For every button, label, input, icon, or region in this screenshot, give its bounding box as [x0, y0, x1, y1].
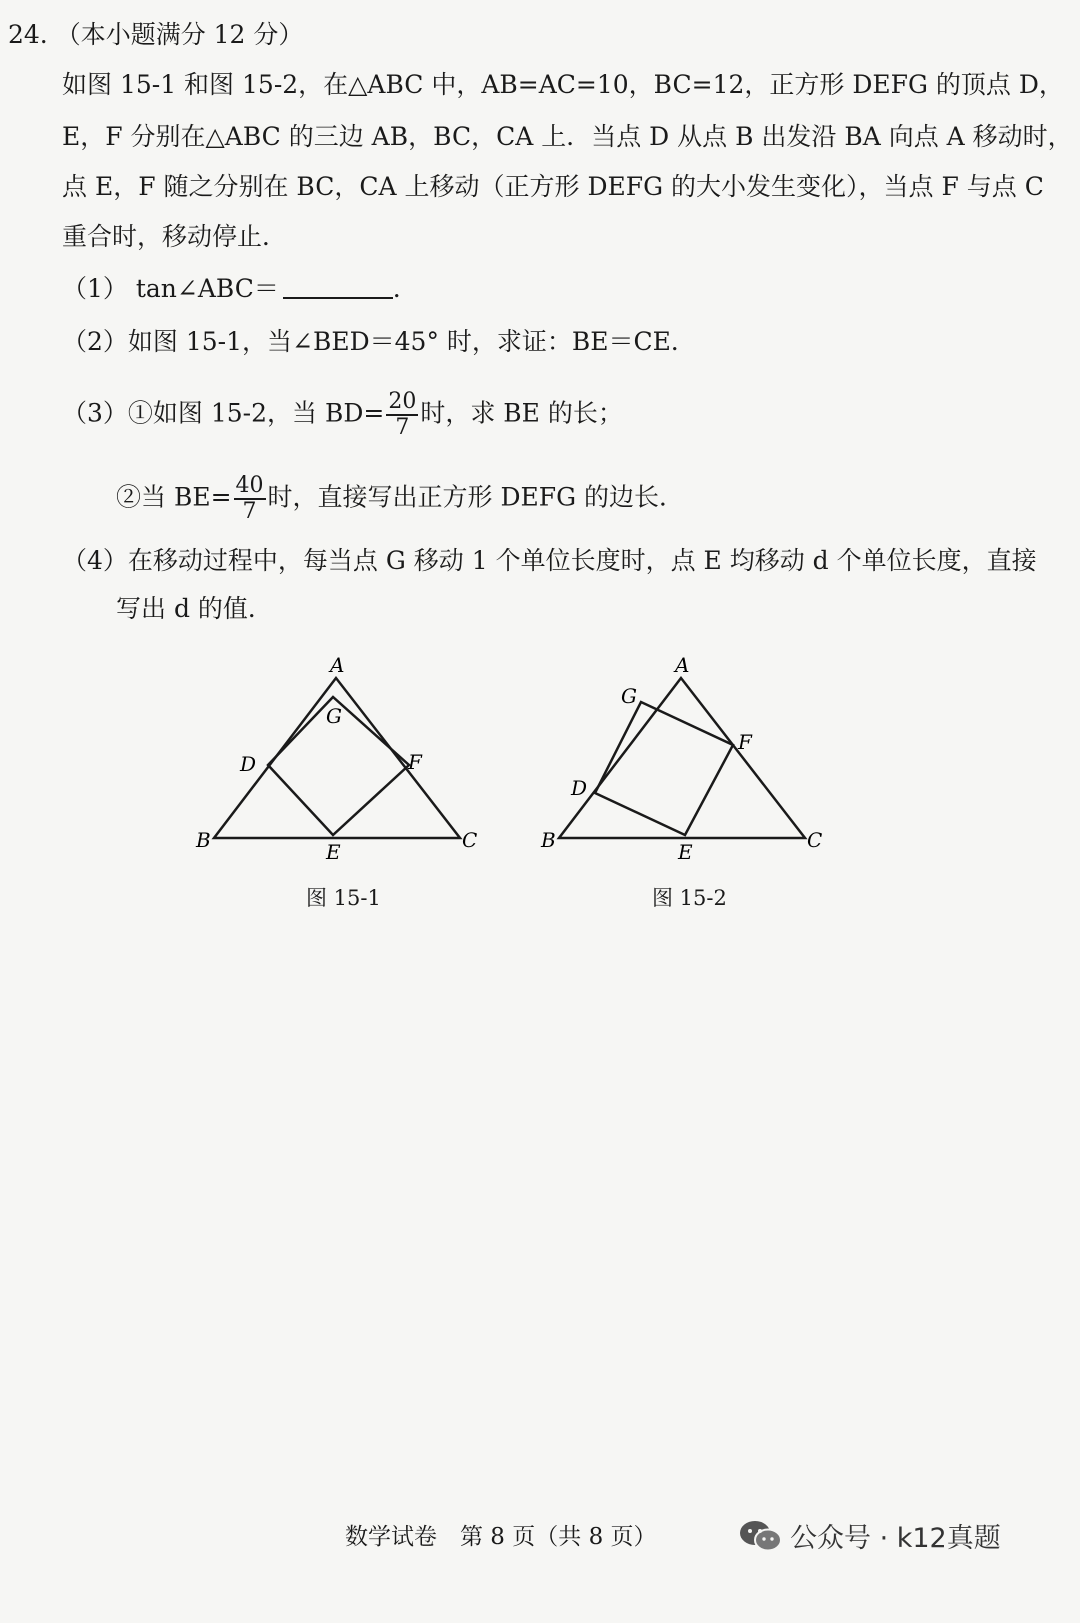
wechat-icon — [738, 1518, 784, 1554]
label-a: A — [675, 653, 690, 677]
fraction-20-7 — [386, 390, 418, 440]
problem-header: 24. （本小题满分 12 分） — [8, 20, 304, 49]
label-f: F — [738, 730, 752, 754]
label-d: D — [240, 752, 257, 776]
label-d: D — [571, 776, 588, 800]
question-3a-suffix: 时，求 BE 的长； — [420, 398, 623, 428]
fraction-40-7 — [234, 474, 266, 524]
square-defg — [595, 702, 733, 835]
question-1-text: （1） tan∠ABC＝ — [62, 274, 279, 303]
label-c: C — [462, 828, 478, 852]
question-3b-prefix: ②当 BE= — [116, 482, 232, 512]
fraction-denominator: 7 — [242, 499, 257, 524]
caption-figure-15-1: 图 15-1 — [306, 886, 381, 910]
question-3b — [116, 474, 684, 524]
intro-line-1: 如图 15-1 和图 15-2，在△ABC 中，AB=AC=10，BC=12，正方形 DEFG 的顶点 D， — [62, 70, 1064, 99]
caption-figure-15-2: 图 15-2 — [652, 886, 727, 910]
answer-blank — [283, 297, 393, 299]
label-c: C — [807, 828, 823, 852]
intro-line-4: 重合时，移动停止． — [62, 222, 288, 251]
label-g: G — [621, 684, 637, 708]
question-2: （2）如图 15-1，当∠BED＝45° 时，求证：BE＝CE． — [62, 327, 696, 356]
triangle-abc — [559, 678, 805, 838]
intro-line-2: E，F 分别在△ABC 的三边 AB，BC，CA 上．当点 D 从点 B 出发沿 BA 向点 A 移动时， — [62, 122, 1073, 151]
label-e: E — [678, 840, 693, 864]
question-4-line-1: （4）在移动过程中，每当点 G 移动 1 个单位长度时，点 E 均移动 d 个单位长度，直接 — [62, 546, 1037, 575]
intro-line-3: 点 E，F 随之分别在 BC，CA 上移动（正方形 DEFG 的大小发生变化），当点 F 与点 C — [62, 172, 1044, 201]
label-b: B — [541, 828, 556, 852]
figure-15-2 — [535, 645, 835, 875]
question-3a-prefix: （3）①如图 15-2，当 BD= — [62, 398, 385, 428]
fraction-numerator: 20 — [388, 389, 417, 414]
question-3b-suffix: 时，直接写出正方形 DEFG 的边长． — [267, 482, 685, 512]
page-footer: 数学试卷 第 8 页（共 8 页） — [345, 1524, 657, 1550]
question-1-suffix: ． — [392, 274, 418, 303]
label-a: A — [330, 653, 345, 677]
fraction-denominator: 7 — [395, 415, 410, 440]
label-f: F — [408, 750, 422, 774]
label-e: E — [326, 840, 341, 864]
question-3a — [62, 390, 623, 440]
fraction-numerator: 40 — [235, 473, 264, 498]
label-g: G — [326, 704, 342, 728]
watermark-text: 公众号 · k12真题 — [790, 1523, 1001, 1554]
question-1 — [62, 272, 418, 306]
figure-15-1 — [190, 645, 490, 875]
question-4-line-2: 写出 d 的值． — [116, 594, 273, 623]
label-b: B — [196, 828, 211, 852]
